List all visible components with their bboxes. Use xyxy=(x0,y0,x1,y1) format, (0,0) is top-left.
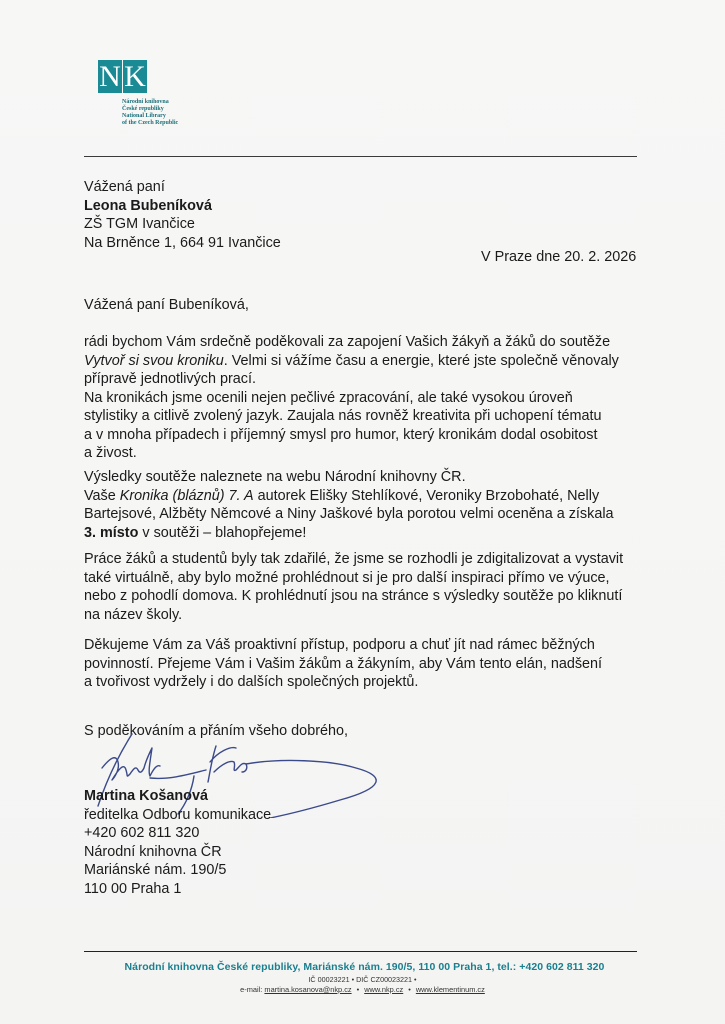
sender-title: ředitelka Odboru komunikace xyxy=(84,806,272,823)
logo-mark xyxy=(98,60,147,93)
text-line: Práce žáků a studentů byly tak zdařilé, že jsme se rozhodli je zdigitalizovat a vystavit xyxy=(84,551,624,567)
email-label: e-mail: xyxy=(240,985,265,994)
text-span: . Velmi si vážíme času a energie, které jste společně věnovaly xyxy=(223,352,619,369)
header-divider xyxy=(84,156,637,157)
text-line: přípravě jednotlivých prací. xyxy=(84,371,256,387)
text-line: nebo z pohodlí domova. K prohlédnutí jsou na stránce s výsledky soutěže po kliknutí xyxy=(84,588,623,604)
text-line: také virtuálně, aby bylo možné prohlédnout si je pro další inspiraci přímo ve výuce, xyxy=(84,569,610,586)
text-line xyxy=(84,352,619,371)
text-line: povinností. Přejeme Vám i Vašim žákům a žákyním, aby Vám tento elán, nadšení xyxy=(84,655,603,672)
text-line: Bartejsové, Alžběty Němcové a Niny Jaškové byla porotou velmi oceněna a získala xyxy=(84,506,614,522)
text-line: stylistiky a citlivě zvolený jazyk. Zaujala nás rovněž kreativita při uchopení tématu xyxy=(84,408,602,424)
sender-street: Mariánské nám. 190/5 xyxy=(84,862,227,878)
text-line: a tvořivost vydržely i do dalších společných projektů. xyxy=(84,674,419,690)
recipient-name: Leona Bubeníková xyxy=(84,197,212,214)
closing: S poděkováním a přáním všeho dobrého, xyxy=(84,723,348,739)
recipient-address: Na Brněnce 1, 664 91 Ivančice xyxy=(84,234,281,251)
footer-divider xyxy=(84,951,637,952)
text-span: autorek Elišky Stehlíkové, Veroniky Brzobohaté, Nelly xyxy=(253,487,600,504)
nk-logo xyxy=(98,60,178,127)
footer-contacts xyxy=(0,985,725,994)
text-line: Na kronikách jsme ocenili nejen pečlivé zpracování, ale také vysokou úroveň xyxy=(84,389,573,406)
text-line xyxy=(84,524,614,543)
chronicle-title: Kronika (bláznů) 7. A xyxy=(119,487,254,504)
text-span: v soutěži – blahopřejeme! xyxy=(138,524,307,541)
logo-line: National Library xyxy=(122,113,166,119)
email-link[interactable]: martina.kosanova@nkp.cz xyxy=(264,985,352,994)
logo-line: of the Czech Republic xyxy=(122,120,179,126)
separator: • xyxy=(408,985,411,994)
text-span: Vaše xyxy=(84,487,120,504)
footer-ids: IČ 00023221 • DIČ CZ00023221 • xyxy=(308,975,417,984)
text-line: a živost. xyxy=(84,445,137,461)
paragraph-3 xyxy=(84,550,623,624)
recipient-block xyxy=(84,178,281,252)
sender-block xyxy=(84,787,271,898)
sender-name: Martina Košanová xyxy=(84,788,208,804)
paragraph-4 xyxy=(84,636,602,692)
logo-line: Národní knihovna xyxy=(122,99,169,105)
text-line: Děkujeme Vám za Váš proaktivní přístup, podporu a chuť jít nad rámec běžných xyxy=(84,637,595,653)
placement: 3. místo xyxy=(84,524,139,541)
klementinum-website-link[interactable]: www.klementinum.cz xyxy=(415,985,485,994)
competition-name: Vytvoř si svou kroniku xyxy=(84,352,224,369)
recipient-school: ZŠ TGM Ivančice xyxy=(84,216,195,232)
logo-letter-k: K xyxy=(124,60,146,93)
sender-organization: Národní knihovna ČR xyxy=(84,843,222,860)
recipient-salutation: Vážená paní xyxy=(84,179,165,195)
sender-city: 110 00 Praha 1 xyxy=(84,880,182,897)
separator: • xyxy=(356,985,360,994)
text-line xyxy=(84,487,614,506)
nkp-website-link[interactable]: www.nkp.cz xyxy=(364,985,404,994)
text-line: Výsledky soutěže naleznete na webu Národní knihovny ČR. xyxy=(84,469,466,485)
text-line: rádi bychom Vám srdečně poděkovali za zapojení Vašich žákyň a žáků do soutěže xyxy=(84,334,611,350)
letter-date: V Praze dne 20. 2. 2026 xyxy=(481,249,637,265)
greeting: Vážená paní Bubeníková, xyxy=(84,297,249,313)
logo-line: České republiky xyxy=(122,106,164,112)
text-line: a v mnoha případech i příjemný smysl pro humor, který kronikám dodal osobitost xyxy=(84,426,598,443)
logo-letter-n: N xyxy=(99,60,121,93)
paragraph-1 xyxy=(84,333,619,463)
footer-address: Národní knihovna České republiky, Mariánské nám. 190/5, 110 00 Praha 1, tel.: +420 602 811 320 xyxy=(124,961,605,973)
sender-phone: +420 602 811 320 xyxy=(84,825,200,841)
text-line: na název školy. xyxy=(84,606,183,623)
paragraph-2 xyxy=(84,468,614,542)
logo-text xyxy=(122,99,178,127)
